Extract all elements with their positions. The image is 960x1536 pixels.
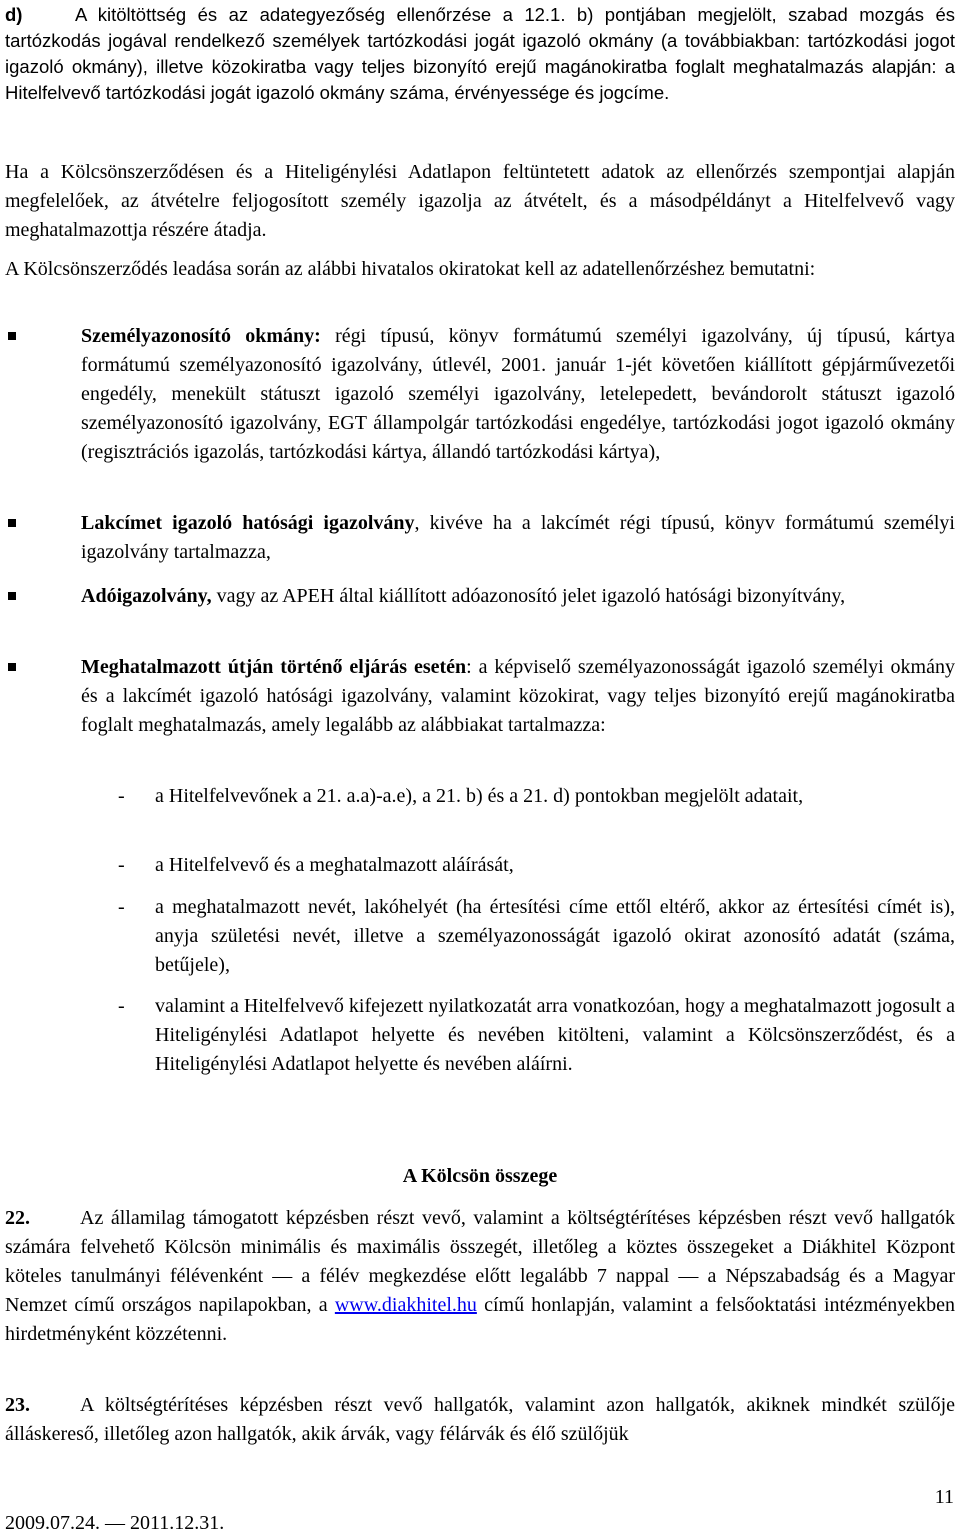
- sub-item-declaration: [118, 992, 955, 1079]
- page-number: 11: [934, 1486, 954, 1508]
- section-heading-loan-amount: A Kölcsön összege: [402, 1165, 558, 1187]
- paragraph-acceptance: Ha a Kölcsönszerződésen és a Hiteligénylési Adatlapon feltüntetett adatok az ellenőrzés szempontjai alapján megfelelőek, az átvételre feljogosított személy igazolja az átvételt, és a másodpéldányt a Hitelfelvevő vagy meghatalmazottja részére átadja.: [5, 161, 955, 241]
- bullet-text: , kivéve ha a lakcímét régi típusú, könyv formátumú személyi igazolvány tartalmazza,: [81, 512, 955, 563]
- paragraph-documents-intro: A Kölcsönszerződés leadása során az alábbi hivatalos okiratokat kell az adatellenőrzéshez bemutatni:: [5, 258, 816, 280]
- bullet-id-document: [8, 322, 955, 467]
- sub-item-signatures: [118, 851, 955, 880]
- sub-item-text: valamint a Hitelfelvevő kifejezett nyilatkozatát arra vonatkozóan, hogy a meghatalmazott jogosult a Hiteligénylési Adatlapot helyette és nevében kitölteni, valamint a Kölcsönszerződést, és a Hiteligénylési Adatlapot helyette és nevében aláírni.: [155, 995, 955, 1075]
- dash-marker: -: [118, 854, 125, 876]
- sub-item-borrower-data: [118, 782, 955, 811]
- item-text-continued: című honlapján, valamint a felsőoktatási intézményekben hirdetményként közzétenni.: [5, 1294, 956, 1345]
- sub-item-text: a meghatalmazott nevét, lakóhelyét (ha értesítési címe ettől eltérő, akkor az értesítési címét is), anyja születési nevét, illetve a személyazonosságát igazoló okirat azonosító adatát (száma, betűjele),: [155, 896, 955, 976]
- dash-marker: -: [118, 896, 125, 918]
- bullet-authorized-representative: [8, 653, 955, 740]
- bullet-text: : a képviselő személyazonosságát igazoló személyi okmány és a lakcímét igazoló hatósági igazolvány, valamint közokirat, vagy teljes bizonyító erejű magánokiratba foglalt meghatalmazás, amely legalább az alábbiakat tartalmazza:: [81, 656, 955, 736]
- sub-item-text: a Hitelfelvevőnek a 21. a.a)-a.e), a 21. b) és a 21. d) pontokban megjelölt adatait,: [155, 785, 804, 807]
- bullet-marker: [8, 332, 16, 340]
- item-number: 22.: [5, 1207, 30, 1229]
- section-d: [5, 2, 955, 106]
- bullet-bold: Adóigazolvány,: [81, 585, 212, 607]
- item-text: Az államilag támogatott képzésben részt vevő, valamint a költségtérítéses képzésben részt vevő hallgatók számára felvehető Kölcsön minimális és maximális összegét, illetőleg a köztes összegeket a Diákhitel Központ köteles tanulmányi félévenként — a félév megkezdése előtt legalább 7 nappal — a Népszabadság és a Magyar Nemzet című országos napilapokban, a: [5, 1207, 955, 1316]
- bullet-text: régi típusú, könyv formátumú személyi igazolvány, új típusú, kártya formátumú személyazonosító igazolvány, útlevél, 2001. január 1-jét követően kiállított gépjárművezetői engedély, menekült státuszt igazoló személyi igazolvány, letelepedett, bevándorolt státuszt igazoló személyazonosító igazolvány, EGT állampolgár tartózkodási engedélye, tartózkodási jogot igazoló okmány (regisztrációs igazolás, tartózkodási kártya, állandó tartózkodási kártya),: [81, 325, 955, 463]
- bullet-bold: Meghatalmazott útján történő eljárás esetén: [81, 656, 467, 678]
- bullet-address-card: [8, 509, 955, 567]
- dash-marker: -: [118, 995, 125, 1017]
- footer-date-range: 2009.07.24. — 2011.12.31.: [5, 1512, 225, 1534]
- bullet-marker: [8, 592, 16, 600]
- bullet-bold: Lakcímet igazoló hatósági igazolvány: [81, 512, 415, 534]
- bullet-text: vagy az APEH által kiállított adóazonosító jelet igazoló hatósági bizonyítvány,: [211, 585, 846, 607]
- sub-item-representative-data: [118, 893, 955, 980]
- item-number: 23.: [5, 1394, 30, 1416]
- sub-item-text: a Hitelfelvevő és a meghatalmazott aláírását,: [155, 854, 514, 876]
- section-d-text: A kitöltöttség és az adategyezőség ellenőrzése a 12.1. b) pontjában megjelölt, szabad mozgás és tartózkodás jogával rendelkező személyek tartózkodási jogát igazoló okmány (a továbbiakban: tartózkodási jogot igazoló okmány), illetve közokiratba vagy teljes bizonyító erejű magánokiratba foglalt meghatalmazás alapján: a Hitelfelvevő tartózkodási jogát igazoló okmány száma, érvényessége és jogcíme.: [5, 4, 955, 103]
- item-text: A költségtérítéses képzésben részt vevő hallgatók, valamint azon hallgatók, akiknek mindkét szülője álláskereső, illetőleg azon hallgatók, akik árvák, vagy félárvák és élő szülőjük: [5, 1394, 955, 1445]
- item-23: [5, 1391, 955, 1449]
- bullet-marker: [8, 663, 16, 671]
- bullet-tax-card: [8, 582, 955, 611]
- item-22: [5, 1204, 955, 1349]
- section-d-marker: d): [5, 4, 23, 25]
- dash-marker: -: [118, 785, 125, 807]
- diakhitel-link[interactable]: www.diakhitel.hu: [334, 1294, 477, 1316]
- bullet-marker: [8, 519, 16, 527]
- bullet-bold: Személyazonosító okmány:: [81, 325, 321, 347]
